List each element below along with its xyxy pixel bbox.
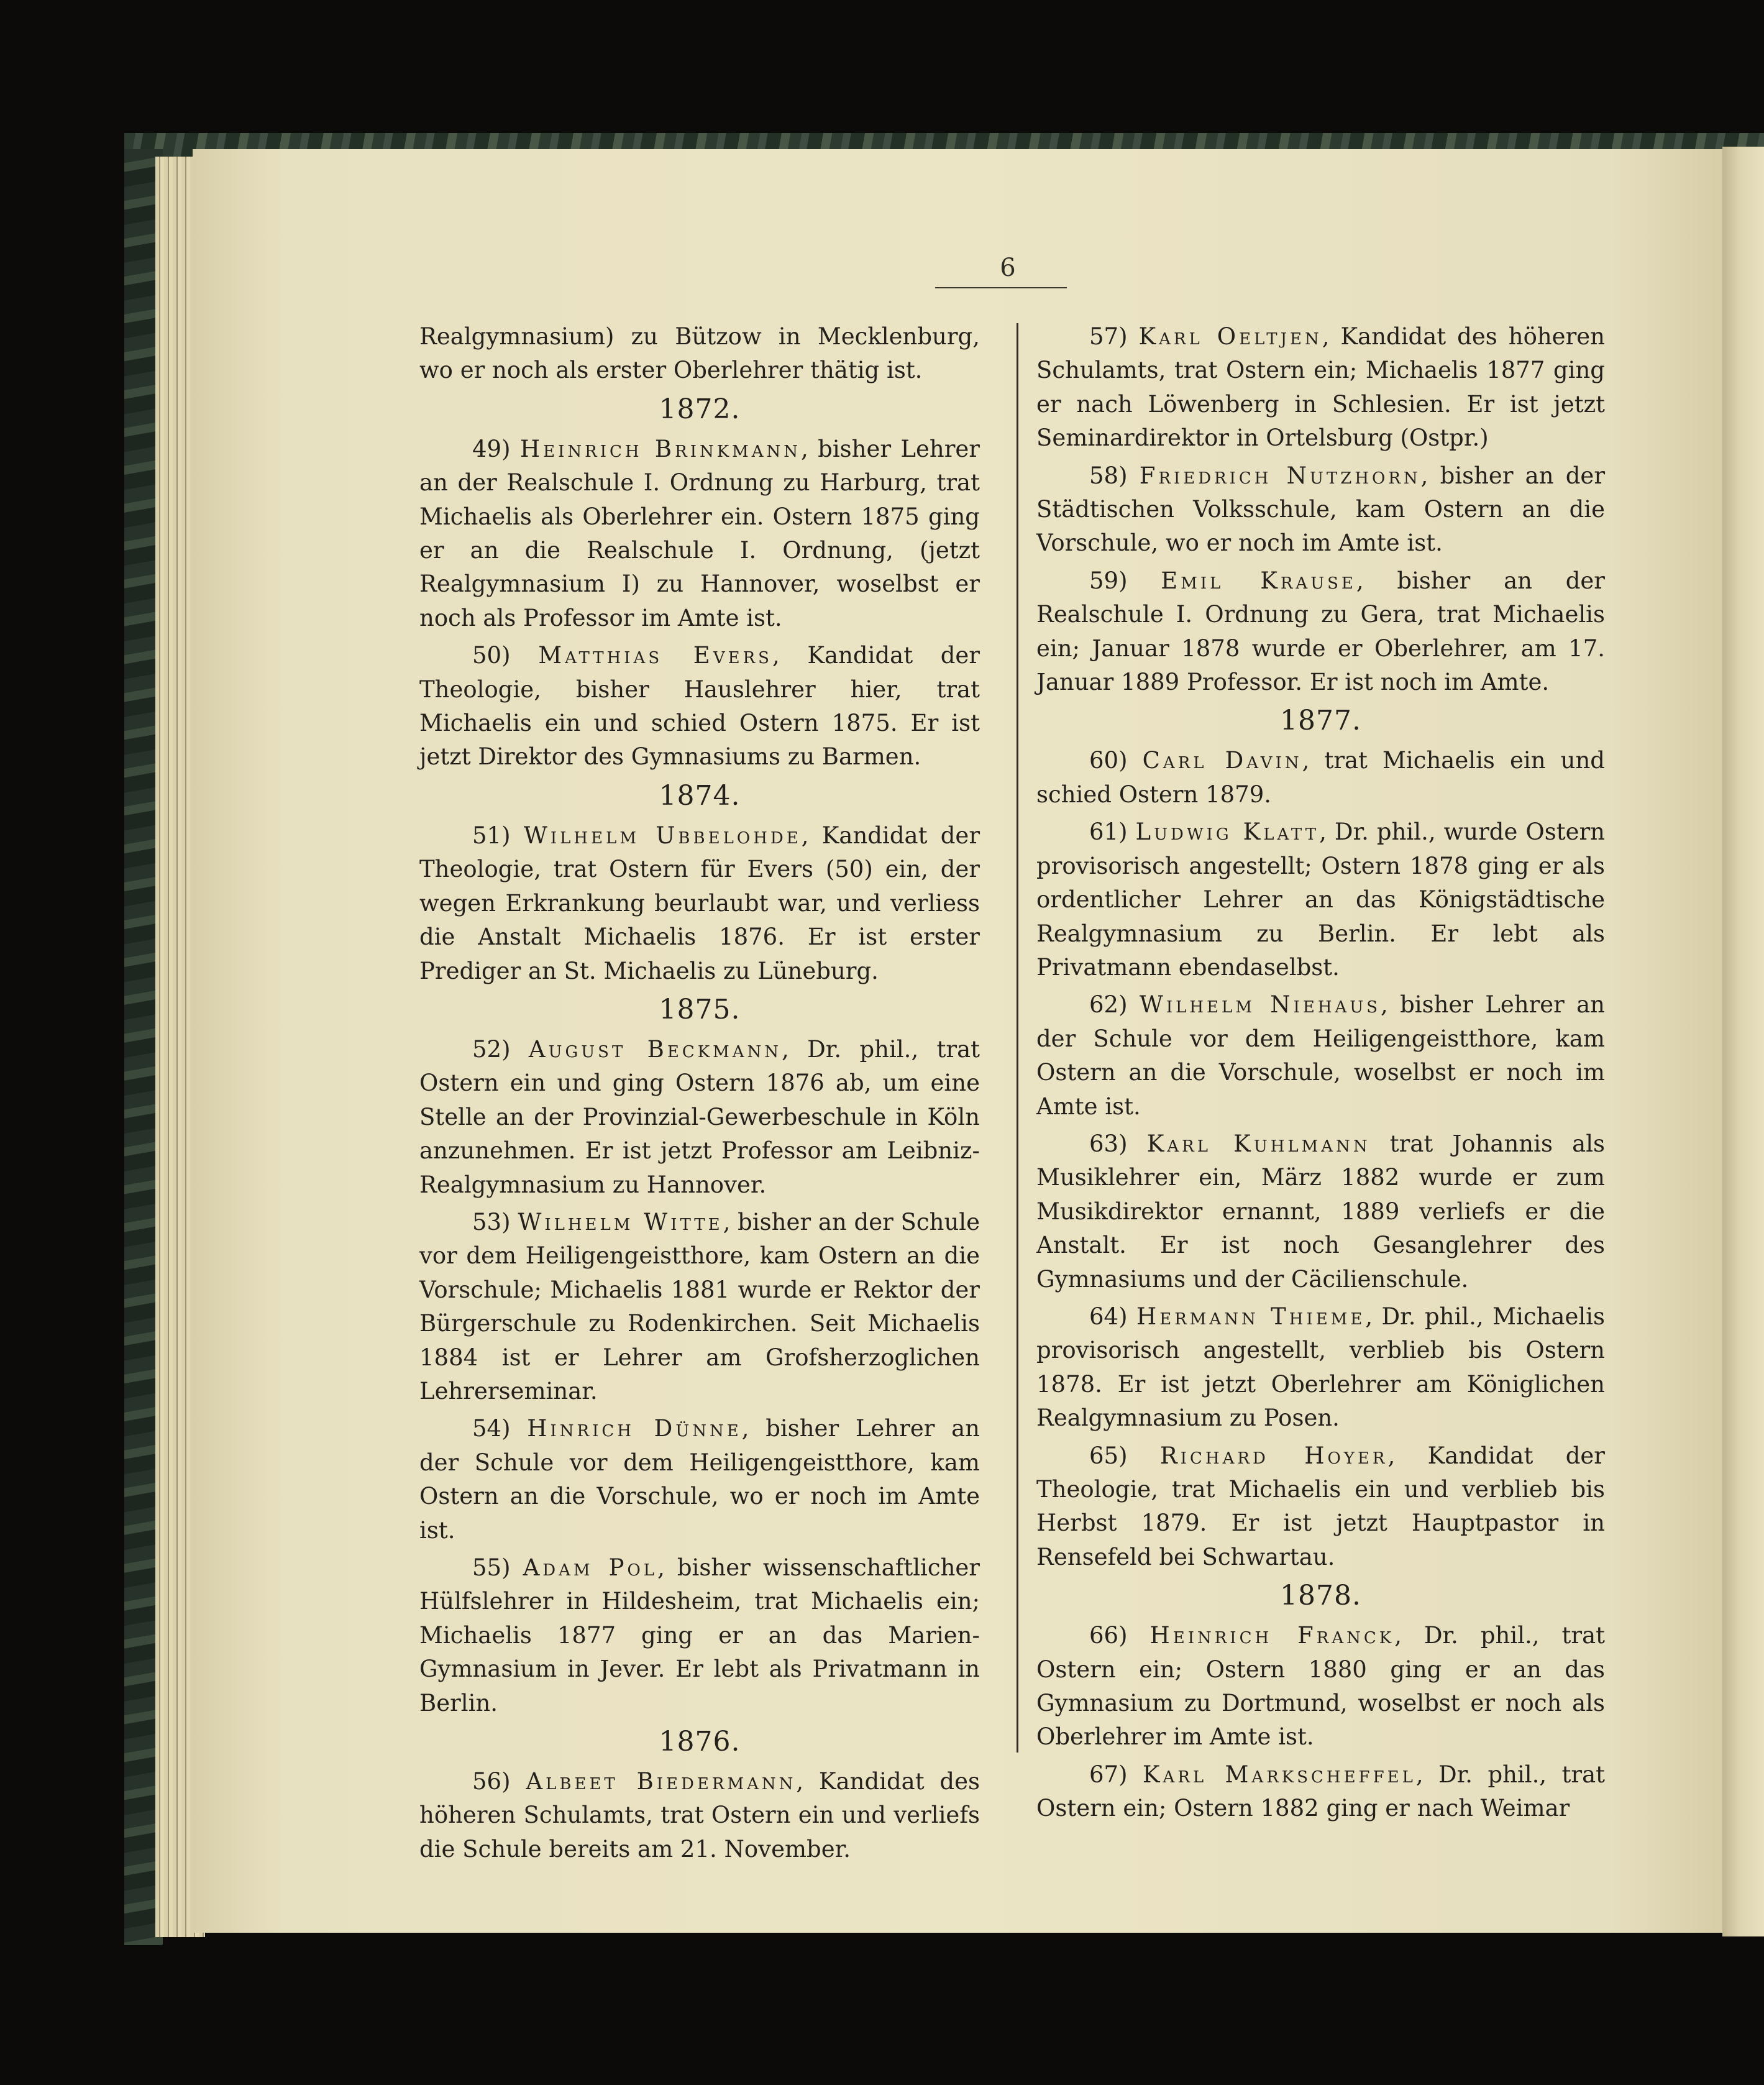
entry-number: 63) — [1089, 1130, 1128, 1157]
entry-text: , bisher an der Realschule I. Ordnung zu Gera, trat Michaelis ein; Januar 1878 wurde er Oberlehrer, am 17. Januar 1889 Professor. Er ist noch im Amte. — [1036, 567, 1605, 696]
staff-entry — [419, 1033, 980, 1202]
page-number: 6 — [1000, 254, 1016, 282]
year-heading: 1878. — [1280, 1580, 1361, 1612]
staff-entry — [1036, 744, 1605, 812]
entry-text: , Dr. phil., wurde Ostern provisorisch angestellt; Ostern 1878 ging er als ordentlicher Lehrer an das Königstädtische Realgymnasium zu Berlin. Er lebt als Privatmann ebendaselbst. — [1036, 818, 1605, 981]
entry-number: 56) — [472, 1768, 511, 1795]
entry-text: , Dr. phil., Michaelis provisorisch angestellt, verblieb bis Ostern 1878. Er ist jetzt Oberlehrer am Königlichen Realgymnasium zu Posen. — [1036, 1303, 1606, 1432]
person-name: Albeet Biedermann — [526, 1768, 797, 1795]
entry-number: 55) — [472, 1554, 511, 1581]
person-name: Richard Hoyer — [1159, 1442, 1388, 1469]
person-name: Matthias Evers — [538, 642, 772, 669]
year-heading: 1875. — [659, 993, 741, 1025]
entry-text: , bisher Lehrer an der Schule vor dem Heiligengeistthore, kam Ostern an die Vorschule, woselbst er noch im Amte ist. — [1036, 991, 1606, 1120]
person-name: Karl Kuhlmann — [1146, 1130, 1371, 1157]
entry-text: , Dr. phil., trat Ostern ein und ging Ostern 1876 ab, um eine Stelle an der Provinzial-Gewerbeschule in Köln anzunehmen. Er ist jetzt Professor am Leibniz-Realgymnasium zu Hannover. — [419, 1035, 980, 1198]
entry-text: , bisher Lehrer an der Realschule I. Ordnung zu Harburg, trat Michaelis als Oberlehrer ein. Ostern 1875 ging er an die Realschule I. Ordnung, (jetzt Realgymnasium I) zu Hannover, woselbst er noch als Professor im Amte ist. — [419, 435, 980, 631]
staff-entry — [419, 819, 980, 988]
person-name: August Beckmann — [528, 1035, 782, 1063]
staff-entry — [1036, 1127, 1605, 1296]
entry-text: , Kandidat der Theologie, trat Michaelis ein und verblieb bis Herbst 1879. Er ist jetzt Hauptpastor in Rensefeld bei Schwartau. — [1036, 1442, 1605, 1570]
person-name: Karl Markscheffel — [1142, 1761, 1416, 1788]
staff-entry — [1036, 1439, 1605, 1575]
entry-number: 64) — [1089, 1303, 1128, 1330]
header-rule — [935, 287, 1067, 288]
person-name: Wilhelm Niehaus — [1139, 991, 1381, 1019]
entry-number: 53) — [472, 1208, 511, 1235]
staff-entry — [1036, 1758, 1605, 1826]
staff-entry — [1036, 815, 1605, 984]
staff-entry — [419, 433, 980, 635]
entry-number: 61) — [1089, 818, 1128, 846]
staff-entry — [419, 1206, 980, 1408]
person-name: Hermann Thieme — [1136, 1303, 1366, 1330]
person-name: Heinrich Brinkmann — [519, 435, 802, 462]
person-name: Ludwig Klatt — [1135, 818, 1320, 846]
entry-text: , Dr. phil., trat Ostern ein; Ostern 1880 ging er an das Gymnasium zu Dortmund, woselbst er noch als Oberlehrer im Amte ist. — [1036, 1622, 1605, 1751]
person-name: Emil Krause — [1161, 567, 1356, 594]
facing-page-edge — [1722, 147, 1764, 1936]
entry-number: 59) — [1089, 567, 1128, 594]
staff-entry — [1036, 320, 1605, 456]
person-name: Karl Oeltjen — [1138, 323, 1322, 350]
continued-paragraph: Realgymnasium) zu Bützow in Mecklenburg, wo er noch als erster Oberlehrer thätig ist. — [419, 323, 980, 384]
entry-number: 67) — [1089, 1761, 1128, 1788]
left-column — [419, 320, 980, 1870]
entry-number: 49) — [472, 435, 511, 462]
entry-number: 50) — [472, 642, 511, 669]
entry-text: , bisher Lehrer an der Schule vor dem Heiligengeistthore, kam Ostern an die Vorschule, wo er noch im Amte ist. — [419, 1415, 980, 1544]
staff-entry — [419, 1412, 980, 1547]
entry-number: 62) — [1089, 991, 1128, 1019]
entry-number: 57) — [1089, 323, 1128, 350]
entry-text: , bisher an der Städtischen Volksschule, kam Ostern an die Vorschule, wo er noch im Amte ist. — [1036, 462, 1606, 557]
entry-text: , bisher an der Schule vor dem Heiligengeistthore, kam Ostern an die Vorschule; Michaelis 1881 wurde er Rektor der Bürgerschule zu Rodenkirchen. Seit Michaelis 1884 ist er Lehrer am Grofsherzoglichen Lehrerseminar. — [419, 1208, 980, 1405]
entry-text: , Dr. phil., trat Ostern ein; Ostern 1882 ging er nach Weimar — [1036, 1761, 1605, 1822]
person-name: Hinrich Dünne — [527, 1415, 742, 1442]
staff-entry — [1036, 564, 1605, 700]
person-name: Carl Davin — [1142, 747, 1302, 774]
staff-entry — [1036, 459, 1605, 561]
right-column — [1036, 320, 1605, 1830]
staff-entry — [419, 1551, 980, 1720]
entry-number: 51) — [472, 822, 511, 849]
entry-number: 65) — [1089, 1442, 1128, 1469]
year-heading: 1872. — [659, 393, 741, 425]
entry-text: , Kandidat der Theologie, trat Ostern für Evers (50) ein, der wegen Erkrankung beurlaubt war, und verliess die Anstalt Michaelis 1876. Er ist erster Prediger an St. Michaelis zu Lüneburg. — [419, 822, 980, 984]
person-name: Heinrich Franck — [1149, 1622, 1395, 1649]
staff-entry — [1036, 1619, 1605, 1754]
person-name: Wilhelm Witte — [518, 1208, 723, 1235]
staff-entry — [1036, 988, 1605, 1124]
entry-text: , Kandidat des höheren Schulamts, trat Ostern ein; Michaelis 1877 ging er nach Löwenberg in Schlesien. Er ist jetzt Seminardirektor in Ortelsburg (Ostpr.) — [1036, 323, 1605, 452]
year-heading: 1877. — [1280, 705, 1361, 737]
staff-entry — [419, 639, 980, 774]
staff-entry — [419, 1765, 980, 1866]
entry-text: , Kandidat des höheren Schulamts, trat Ostern ein und verliefs die Schule bereits am 21. November. — [419, 1768, 980, 1863]
year-heading: 1874. — [659, 779, 741, 812]
entry-number: 54) — [472, 1415, 511, 1442]
entry-number: 52) — [472, 1035, 511, 1063]
staff-entry — [1036, 1300, 1605, 1436]
entry-number: 66) — [1089, 1622, 1128, 1649]
entry-text: , Kandidat der Theologie, bisher Hauslehrer hier, trat Michaelis ein und schied Ostern 1875. Er ist jetzt Direktor des Gymnasiums zu Barmen. — [419, 642, 980, 771]
entry-text: , trat Michaelis ein und schied Ostern 1879. — [1036, 747, 1605, 808]
entry-number: 60) — [1089, 747, 1128, 774]
person-name: Friedrich Nutzhorn — [1139, 462, 1421, 489]
column-divider — [1017, 323, 1018, 1753]
year-heading: 1876. — [659, 1726, 741, 1758]
entry-number: 58) — [1089, 462, 1128, 489]
person-name: Wilhelm Ubbelohde — [523, 822, 802, 849]
person-name: Adam Pol — [523, 1554, 658, 1581]
entry-text: , bisher wissenschaftlicher Hülfslehrer in Hildesheim, trat Michaelis ein; Michaelis 1877 ging er an das Marien-Gymnasium in Jever. Er lebt als Privatmann in Berlin. — [419, 1554, 980, 1716]
entry-text: trat Johannis als Musiklehrer ein, März 1882 wurde er zum Musikdirektor ernannt, 1889 verliefs er die Anstalt. Er ist noch Gesanglehrer des Gymnasiums und der Cäcilienschule. — [1036, 1130, 1606, 1293]
